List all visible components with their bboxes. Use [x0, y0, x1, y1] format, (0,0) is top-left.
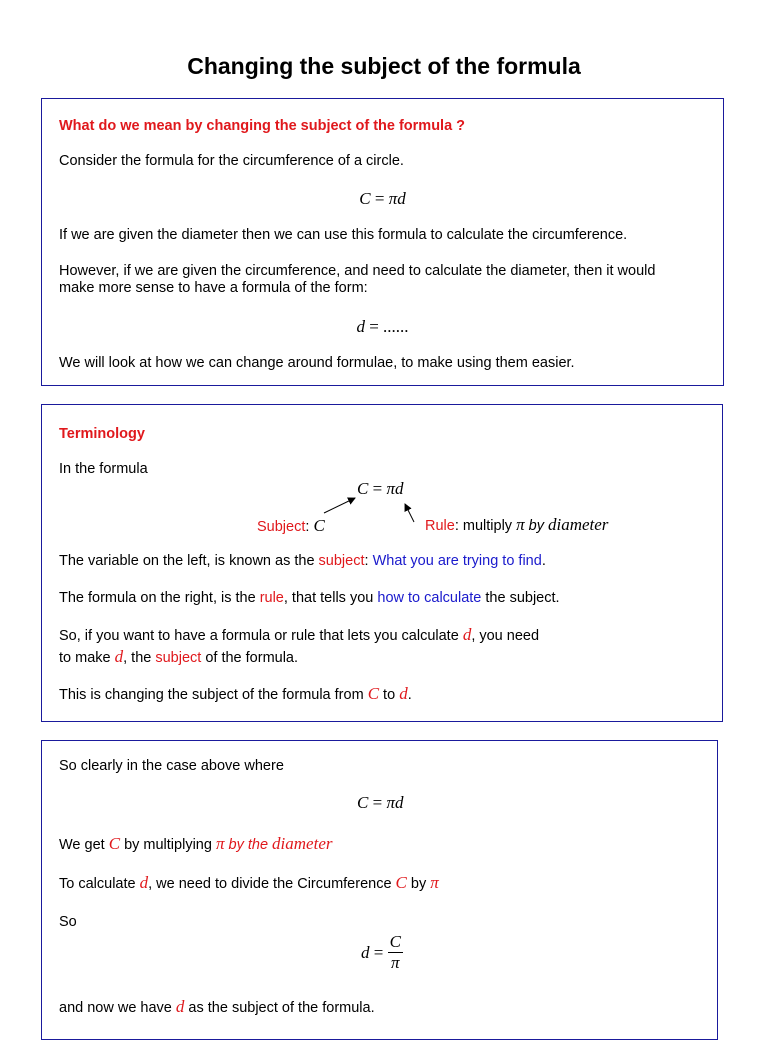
formula-d-form — [42, 317, 723, 337]
paragraph: Consider the formula for the circumference of a circle. — [59, 153, 404, 169]
math-var: d — [114, 647, 124, 666]
formula-lhs: d — [361, 943, 370, 962]
section-box-terminology — [41, 404, 723, 722]
text-run: To calculate — [59, 876, 140, 892]
math-var: π — [215, 834, 225, 853]
formula-rhs: d — [394, 479, 404, 498]
text-run: by — [406, 876, 431, 892]
text-run: The formula on the right, is the — [59, 590, 260, 606]
formula-lhs: C — [357, 793, 369, 812]
text-run: , the — [123, 650, 156, 666]
paragraph — [59, 626, 539, 645]
subject-annotation — [257, 517, 325, 536]
paragraph: So clearly in the case above where — [59, 758, 284, 774]
formula-circumference — [357, 794, 403, 813]
formula-pi: π — [386, 479, 395, 498]
text-run: by the — [224, 837, 273, 853]
formula-equals: = — [370, 189, 389, 208]
formula-lhs: C — [357, 479, 369, 498]
text-run: So, if you want to have a formula or rule that lets you calculate — [59, 628, 463, 644]
highlight-rule: rule — [259, 590, 284, 606]
formula-equals: = — [364, 317, 384, 336]
paragraph: make more sense to have a formula of the form: — [59, 280, 368, 296]
section-box-meaning — [41, 98, 724, 386]
section-box-example — [41, 740, 718, 1040]
formula-equals: = — [368, 793, 387, 812]
text-run: to make — [59, 650, 115, 666]
highlight-subject: subject — [155, 650, 202, 666]
paragraph — [59, 553, 546, 570]
paragraph — [59, 835, 332, 854]
rule-annotation — [425, 516, 608, 535]
section-heading: Terminology — [59, 426, 145, 442]
formula-d-fraction — [361, 932, 403, 973]
formula-pi: π — [388, 189, 398, 208]
fraction-numerator: C — [389, 932, 401, 951]
text-run: of the formula. — [201, 650, 299, 666]
math-var: d — [462, 625, 472, 644]
paragraph: If we are given the diameter then we can use this formula to calculate the circumference. — [59, 227, 628, 243]
math-var: diameter — [272, 834, 333, 853]
paragraph: However, if we are given the circumference, and need to calculate the diameter, then it would — [59, 263, 656, 279]
highlight-find: What you are trying to find — [372, 553, 542, 569]
formula-pi: π — [386, 793, 395, 812]
text-run: , that tells you — [283, 590, 378, 606]
text-run: , we need to divide the Circumference — [148, 876, 396, 892]
math-var: π — [430, 873, 439, 892]
formula-lhs: d — [356, 317, 365, 336]
paragraph — [59, 874, 439, 893]
text-run: as the subject of the formula. — [184, 1000, 375, 1016]
subject-label: Subject — [257, 519, 306, 535]
text-run: by multiplying — [120, 837, 216, 853]
text-run: This is changing the subject of the formula from — [59, 687, 368, 703]
math-var: d — [399, 684, 408, 703]
formula-lhs: C — [359, 189, 371, 208]
text-run: , you need — [471, 628, 540, 644]
formula-circumference — [42, 189, 723, 209]
paragraph: So — [59, 914, 77, 930]
formula-rhs: ...... — [383, 317, 409, 336]
formula-equals: = — [369, 943, 388, 962]
text-run: . — [407, 687, 412, 703]
math-var: C — [108, 834, 121, 853]
paragraph: We will look at how we can change around formulae, to make using them easier. — [59, 355, 575, 371]
formula-rhs: d — [397, 189, 406, 208]
math-var: d — [175, 997, 185, 1016]
subject-arrow — [324, 498, 355, 513]
text-run: . — [541, 553, 546, 569]
rule-label: Rule — [425, 518, 455, 534]
text-run: the subject. — [481, 590, 560, 606]
rule-diameter: diameter — [547, 515, 609, 534]
fraction — [388, 932, 403, 973]
subject-colon: : — [305, 519, 314, 535]
paragraph — [59, 590, 560, 607]
formula-rhs: d — [394, 793, 404, 812]
highlight-subject: subject — [318, 553, 365, 569]
rule-arrow — [405, 504, 414, 522]
text-run: to — [379, 687, 400, 703]
paragraph — [59, 998, 375, 1017]
section-heading: What do we mean by changing the subject of the formula ? — [59, 118, 466, 134]
page-title: Changing the subject of the formula — [187, 53, 581, 79]
text-run: and now we have — [59, 1000, 176, 1016]
math-var: d — [139, 873, 149, 892]
rule-pi: π — [516, 515, 525, 534]
text-run: The variable on the left, is known as the — [59, 553, 319, 569]
math-var: C — [367, 684, 380, 703]
paragraph — [59, 685, 412, 704]
highlight-how: how to calculate — [377, 590, 482, 606]
text-run: We get — [59, 837, 109, 853]
fraction-denominator: π — [391, 953, 400, 972]
text-run: : — [364, 553, 373, 569]
paragraph — [59, 648, 298, 667]
rule-text: : multiply — [454, 518, 517, 534]
math-var: C — [395, 873, 407, 892]
rule-by: by — [524, 518, 548, 534]
paragraph: In the formula — [59, 461, 148, 477]
subject-var: C — [313, 516, 325, 535]
formula-equals: = — [368, 479, 387, 498]
